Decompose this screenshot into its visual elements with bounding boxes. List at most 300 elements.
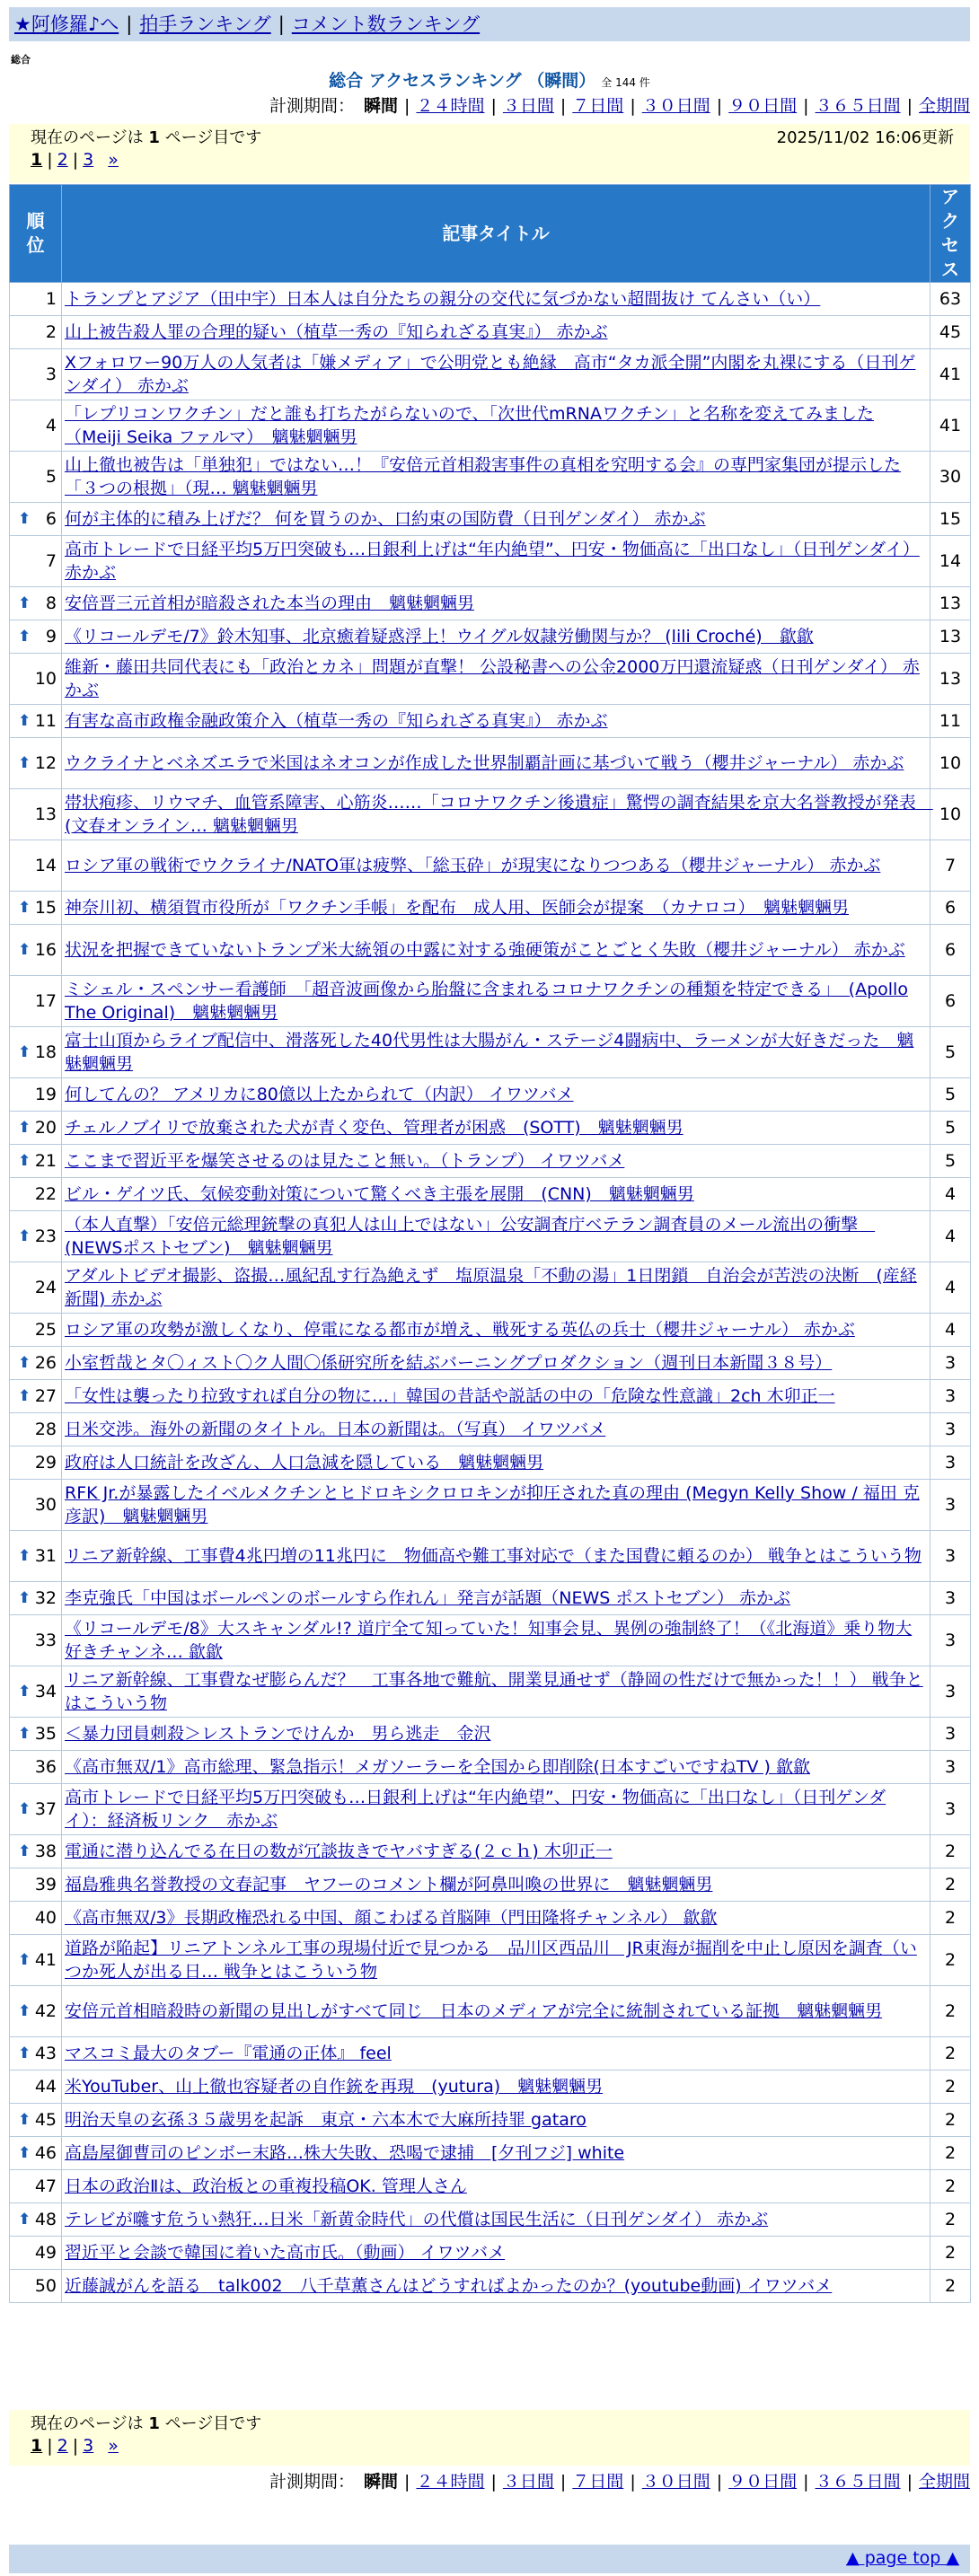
header-rank: 順位 xyxy=(10,185,62,283)
article-link[interactable]: 《高市無双/1》高市総理、緊急指示！メガソーラーを全国から即削除(日本すごいですねTV ) 歙歙 xyxy=(65,1757,810,1777)
article-link[interactable]: 習近平と会談で韓国に着いた高市氏。（動画） イワツバメ xyxy=(65,2243,506,2263)
page-title-text: 総合 アクセスランキング （瞬間） xyxy=(329,71,596,91)
table-row xyxy=(10,283,971,316)
period-option-3d[interactable]: ３日間 xyxy=(502,2472,554,2492)
current-page-prefix: 現在のページは xyxy=(31,2414,149,2433)
article-link[interactable]: 高島屋御曹司のピンボー末路…株大失敗、恐喝で逮捕 [夕刊フジ] white xyxy=(65,2143,625,2163)
rank-number: 47 xyxy=(34,2176,57,2196)
access-count: 5 xyxy=(930,1078,971,1112)
page-title xyxy=(0,70,979,93)
current-page-suffix: ページ目です xyxy=(159,2414,262,2433)
title-cell xyxy=(62,1446,930,1480)
article-link[interactable]: ロシア軍の戦術でウクライナ/NATO軍は疲弊、「総玉砕」が現実になりつつある（櫻井ジャーナル） 赤かぶ xyxy=(65,856,881,875)
rank-cell xyxy=(10,1178,62,1211)
table-row xyxy=(10,1666,971,1718)
article-link[interactable]: 《リコールデモ/8》大スキャンダル!? 道庁全て知っていた！知事会見、異例の強制終了！（《北海道》乗り物大好きチャンネ… 歙歙 xyxy=(65,1619,913,1662)
access-count: 3 xyxy=(930,1531,971,1582)
page-separator: | xyxy=(47,150,53,170)
article-link[interactable]: 電通に潜り込んでる在日の数が冗談抜きでヤバすぎる(２ｃｈ) 木卯正一 xyxy=(65,1842,613,1861)
period-option-7d[interactable]: ７日間 xyxy=(572,2472,624,2492)
access-count: 13 xyxy=(930,620,971,654)
rank-cell xyxy=(10,2037,62,2070)
period-separator: | xyxy=(404,96,410,116)
access-count: 2 xyxy=(930,2137,971,2170)
page-top-bar xyxy=(9,2545,970,2573)
period-separator: | xyxy=(716,96,723,116)
rank-number: 12 xyxy=(34,753,57,773)
rank-up-icon: ⬆ xyxy=(18,628,31,646)
article-link[interactable]: 安倍晋三元首相が暗殺された本当の理由 魑魅魍魎男 xyxy=(65,593,475,613)
title-cell xyxy=(62,1784,930,1835)
page-link-1[interactable]: 1 xyxy=(31,2436,43,2456)
access-count: 3 xyxy=(930,1582,971,1615)
rank-up-icon: ⬆ xyxy=(18,1951,31,1969)
access-count: 4 xyxy=(930,1211,971,1262)
access-count: 14 xyxy=(930,536,971,587)
rank-number: 31 xyxy=(34,1546,57,1566)
rank-number: 28 xyxy=(34,1420,57,1439)
rank-up-icon: ⬆ xyxy=(18,1227,31,1245)
rank-cell xyxy=(10,1784,62,1835)
title-cell xyxy=(62,2237,930,2270)
rank-number: 42 xyxy=(34,2001,57,2021)
table-row xyxy=(10,1935,971,1986)
period-option-365d[interactable]: ３６５日間 xyxy=(815,96,901,116)
table-row xyxy=(10,1211,971,1262)
rank-cell xyxy=(10,1868,62,1902)
title-cell xyxy=(62,2270,930,2303)
page-link-2[interactable]: 2 xyxy=(57,2436,68,2456)
access-count: 2 xyxy=(930,1868,971,1902)
rank-number: 17 xyxy=(34,991,57,1011)
rank-cell xyxy=(10,452,62,503)
title-cell xyxy=(62,400,930,452)
article-link[interactable]: 道路が陥起】リニアトンネル工事の現場付近で見つかる 品川区西品川 JR東海が掘削を中止し原因を調査（いつか死人が出る日… 戦争とはこういう物 xyxy=(65,1939,917,1982)
table-row xyxy=(10,2203,971,2237)
rank-cell xyxy=(10,536,62,587)
rank-cell xyxy=(10,1935,62,1986)
article-link[interactable]: 維新・藤田共同代表にも「政治とカネ」問題が直撃！ 公設秘書への公金2000万円還流疑惑（日刊ゲンダイ） 赤かぶ xyxy=(65,657,920,700)
title-cell xyxy=(62,1582,930,1615)
period-option-3d[interactable]: ３日間 xyxy=(502,96,554,116)
access-count: 41 xyxy=(930,400,971,452)
access-count: 5 xyxy=(930,1145,971,1178)
table-row xyxy=(10,316,971,349)
article-link[interactable]: 「レプリコンワクチン」だと誰も打ちたがらないので、「次世代mRNAワクチン」と名称を変えてみました（Meiji Seika ファルマ） 魑魅魍魎男 xyxy=(65,404,875,447)
current-page-text xyxy=(31,127,261,149)
nav-link-asyura[interactable]: ★阿修羅♪へ xyxy=(14,13,119,35)
rank-cell xyxy=(10,620,62,654)
access-count: 3 xyxy=(930,1413,971,1446)
table-row xyxy=(10,925,971,976)
article-link[interactable]: 神奈川初、横須賀市役所が「ワクチン手帳」を配布 成人用、医師会が提案 （カナロコ） 魑魅魍魎男 xyxy=(65,898,850,918)
rank-cell xyxy=(10,1902,62,1935)
access-count: 5 xyxy=(930,1027,971,1078)
rank-number: 21 xyxy=(34,1151,57,1171)
access-count: 3 xyxy=(930,1666,971,1718)
page-link-1[interactable]: 1 xyxy=(31,150,43,170)
rank-cell xyxy=(10,2270,62,2303)
period-option-7d[interactable]: ７日間 xyxy=(572,96,624,116)
rank-cell xyxy=(10,2170,62,2203)
rank-up-icon: ⬆ xyxy=(18,2044,31,2062)
rank-number: 3 xyxy=(45,365,57,384)
table-row xyxy=(10,1347,971,1380)
article-link[interactable]: トランプとアジア（田中宇）日本人は自分たちの親分の交代に気づかない超間抜け てんさい（い） xyxy=(65,289,821,309)
article-link[interactable]: 近藤誠がんを語る talk002 八千草薫さんはどうすればよかったのか？(youtube動画) イワツバメ xyxy=(65,2276,833,2296)
period-option-90d[interactable]: ９０日間 xyxy=(728,2472,798,2492)
page-info-top xyxy=(9,124,970,183)
title-cell xyxy=(62,1986,930,2037)
rank-number: 43 xyxy=(34,2044,57,2063)
title-cell xyxy=(62,1078,930,1112)
article-link[interactable]: 福島雅典名誉教授の文春記事 ヤフーのコメント欄が阿鼻叫喚の世界に 魑魅魍魎男 xyxy=(65,1875,713,1895)
title-cell xyxy=(62,976,930,1027)
rank-number: 23 xyxy=(34,1226,57,1246)
article-link[interactable]: ウクライナとベネズエラで米国はネオコンが作成した世界制覇計画に基づいて戦う（櫻井ジャーナル） 赤かぶ xyxy=(65,753,904,773)
period-current: 瞬間 xyxy=(364,2472,399,2492)
rank-up-icon: ⬆ xyxy=(18,754,31,772)
page-link-next[interactable]: » xyxy=(108,150,119,170)
access-count: 2 xyxy=(930,2104,971,2137)
header-title: 記事タイトル xyxy=(62,185,930,283)
article-link[interactable]: 高市トレードで日経平均5万円突破も…日銀利上げは“年内絶望”、円安・物価高に「出口なし」（日刊ゲンダイ）：経済板リンク 赤かぶ xyxy=(65,1788,886,1831)
title-cell xyxy=(62,536,930,587)
rank-number: 45 xyxy=(34,2110,57,2130)
top-nav-bar xyxy=(9,7,970,41)
period-separator: | xyxy=(803,2472,809,2492)
title-cell xyxy=(62,2170,930,2203)
rank-cell xyxy=(10,587,62,620)
period-option-all[interactable]: 全期間 xyxy=(918,2472,970,2492)
article-link[interactable]: 政府は人口統計を改ざん、人口急減を隠している 魑魅魍魎男 xyxy=(65,1453,544,1473)
rank-cell xyxy=(10,1347,62,1380)
page-info-bottom xyxy=(9,2410,970,2466)
rank-up-icon: ⬆ xyxy=(18,1800,31,1818)
article-link[interactable]: 安倍元首相暗殺時の新聞の見出しがすべて同じ 日本のメディアが完全に統制されている証拠 魑魅魍魎男 xyxy=(65,2001,883,2021)
table-row xyxy=(10,789,971,840)
rank-cell xyxy=(10,1835,62,1868)
access-count: 13 xyxy=(930,654,971,705)
rank-up-icon: ⬆ xyxy=(18,1842,31,1860)
page-spacer xyxy=(98,2436,103,2456)
rank-cell xyxy=(10,1582,62,1615)
current-page-suffix: ページ目です xyxy=(159,128,262,147)
table-row xyxy=(10,2070,971,2104)
rank-number: 2 xyxy=(45,322,57,342)
page-separator: | xyxy=(47,2436,53,2456)
rank-cell xyxy=(10,316,62,349)
rank-up-icon: ⬆ xyxy=(18,510,31,528)
article-link[interactable]: ロシア軍の攻勢が激しくなり、停電になる都市が増え、戦死する英仏の兵士（櫻井ジャーナル） 赤かぶ xyxy=(65,1320,855,1340)
pagination-bottom xyxy=(31,2435,954,2457)
title-cell xyxy=(62,2137,930,2170)
title-cell xyxy=(62,1413,930,1446)
article-link[interactable]: リニア新幹線、工事費なぜ膨らんだ？ 工事各地で難航、開業見通せず（静岡の性だけで無かった！！） 戦争とはこういう物 xyxy=(65,1670,923,1713)
rank-cell xyxy=(10,2203,62,2237)
rank-cell xyxy=(10,283,62,316)
rank-number: 29 xyxy=(34,1453,57,1473)
title-cell xyxy=(62,2203,930,2237)
article-link[interactable]: ここまで習近平を爆笑させるのは見たこと無い。（トランプ） イワツバメ xyxy=(65,1151,625,1171)
rank-number: 8 xyxy=(45,593,57,613)
nav-link-comment-ranking[interactable]: コメント数ランキング xyxy=(291,13,481,35)
rank-cell xyxy=(10,2137,62,2170)
article-link[interactable]: 山上徹也被告は「単独犯」ではない…！『安倍元首相殺害事件の真相を究明する会』の専門家集団が提示した「３つの根拠」（現… 魑魅魍魎男 xyxy=(65,455,902,498)
access-count: 4 xyxy=(930,1314,971,1347)
table-row xyxy=(10,1446,971,1480)
article-link[interactable]: 小室哲哉とタ〇ィスト〇ク人間〇係研究所を結ぶバーニングプロダクション（週刊日本新聞３８号） xyxy=(65,1353,833,1373)
access-count: 15 xyxy=(930,503,971,536)
access-count: 2 xyxy=(930,2203,971,2237)
table-row xyxy=(10,536,971,587)
article-link[interactable]: 有害な高市政権金融政策介入（植草一秀の『知られざる真実』） 赤かぶ xyxy=(65,711,608,731)
table-row xyxy=(10,2037,971,2070)
rank-cell xyxy=(10,2104,62,2137)
access-count: 4 xyxy=(930,1178,971,1211)
article-link[interactable]: テレビが囃す危うい熱狂…日米「新黄金時代」の代償は国民生活に（日刊ゲンダイ） 赤かぶ xyxy=(65,2210,769,2229)
table-row xyxy=(10,349,971,400)
article-link[interactable]: マスコミ最大のタブー『電通の正体』 feel xyxy=(65,2044,392,2063)
rank-number: 4 xyxy=(45,416,57,435)
rank-number: 13 xyxy=(34,804,57,824)
rank-number: 22 xyxy=(34,1184,57,1204)
article-link[interactable]: 状況を把握できていないトランプ米大統領の中露に対する強硬策がことごとく失敗（櫻井ジャーナル） 赤かぶ xyxy=(65,940,905,960)
access-count: 4 xyxy=(930,1262,971,1314)
rank-number: 7 xyxy=(45,551,57,571)
page-link-3[interactable]: 3 xyxy=(83,2436,94,2456)
rank-number: 50 xyxy=(34,2276,57,2296)
article-link[interactable]: ビル・ゲイツ氏、気候変動対策について驚くべき主張を展開 (CNN) 魑魅魍魎男 xyxy=(65,1184,694,1204)
article-link[interactable]: RFK Jr.が暴露したイベルメクチンとヒドロキシクロロキンが抑圧された真の理由 (Megyn Kelly Show / 福田 克彦訳) 魑魅魍魎男 xyxy=(65,1483,920,1526)
page-link-next[interactable]: » xyxy=(108,2436,119,2456)
rank-number: 26 xyxy=(34,1353,57,1373)
table-row xyxy=(10,1078,971,1112)
period-option-all[interactable]: 全期間 xyxy=(918,96,970,116)
article-link[interactable]: チェルノブイリで放棄された犬が青く変色、管理者が困惑 (SOTT) 魑魅魍魎男 xyxy=(65,1118,684,1138)
table-row xyxy=(10,2137,971,2170)
title-cell xyxy=(62,2104,930,2137)
period-separator: | xyxy=(560,96,567,116)
access-count: 3 xyxy=(930,1751,971,1784)
article-link[interactable]: アダルトビデオ撮影、盗撮…風紀乱す行為絶えず 塩原温泉「不動の湯」1日閉鎖 自治会が苦渋の決断 (産経新聞) 赤かぶ xyxy=(65,1266,917,1309)
article-link[interactable]: 日米交渉。海外の新聞のタイトル。日本の新聞は。（写真） イワツバメ xyxy=(65,1420,606,1439)
article-link[interactable]: 李克強氏「中国はボールペンのボールすら作れん」発言が話題（NEWS ポストセブン） 赤かぶ xyxy=(65,1588,791,1608)
article-link[interactable]: 高市トレードで日経平均5万円突破も…日銀利上げは“年内絶望”、円安・物価高に「出口なし」（日刊ゲンダイ） 赤かぶ xyxy=(65,540,920,583)
rank-up-icon: ⬆ xyxy=(18,1589,31,1607)
rank-number: 34 xyxy=(34,1682,57,1701)
period-option-30d[interactable]: ３０日間 xyxy=(641,2472,710,2492)
title-cell xyxy=(62,1666,930,1718)
access-count: 2 xyxy=(930,1935,971,1986)
rank-up-icon: ⬆ xyxy=(18,712,31,730)
title-cell xyxy=(62,1902,930,1935)
article-link[interactable]: 帯状疱疹、リウマチ、血管系障害、心筋炎……「コロナワクチン後遺症」驚愕の調査結果を京大名誉教授が発表 (文春オンライン… 魑魅魍魎男 xyxy=(65,793,933,836)
category-label: 総合 xyxy=(11,54,31,66)
rank-cell xyxy=(10,1314,62,1347)
title-cell xyxy=(62,1531,930,1582)
access-count: 2 xyxy=(930,2070,971,2104)
period-separator: | xyxy=(404,2472,410,2492)
ranking-table xyxy=(9,184,971,2303)
table-row xyxy=(10,654,971,705)
article-link[interactable]: 何してんの？ アメリカに80億以上たかられて（内訳） イワツバメ xyxy=(65,1085,574,1104)
rank-up-icon: ⬆ xyxy=(18,1387,31,1405)
rank-cell xyxy=(10,840,62,892)
ranking-table-body xyxy=(10,283,971,2303)
rank-number: 9 xyxy=(45,627,57,646)
access-count: 10 xyxy=(930,738,971,789)
title-cell xyxy=(62,1480,930,1531)
period-selector-bottom xyxy=(269,2471,970,2492)
page-top-link[interactable]: ▲ page top ▲ xyxy=(846,2548,959,2568)
access-count: 7 xyxy=(930,840,971,892)
rank-cell xyxy=(10,654,62,705)
rank-number: 33 xyxy=(34,1631,57,1650)
access-count: 11 xyxy=(930,705,971,738)
rank-up-icon: ⬆ xyxy=(18,899,31,917)
page-link-3[interactable]: 3 xyxy=(83,150,94,170)
page-separator: | xyxy=(72,2436,79,2456)
table-row xyxy=(10,1262,971,1314)
article-link[interactable]: 山上被告殺人罪の合理的疑い（植草一秀の『知られざる真実』） 赤かぶ xyxy=(65,322,608,342)
rank-up-icon: ⬆ xyxy=(18,594,31,612)
title-cell xyxy=(62,738,930,789)
nav-link-applause-ranking[interactable]: 拍手ランキング xyxy=(139,13,271,35)
nav-separator: | xyxy=(126,13,133,35)
current-page-number: 1 xyxy=(148,2414,160,2433)
rank-cell xyxy=(10,1480,62,1531)
rank-number: 46 xyxy=(34,2143,57,2163)
rank-number: 35 xyxy=(34,1724,57,1744)
rank-number: 11 xyxy=(34,711,57,731)
access-count: 3 xyxy=(930,1347,971,1380)
table-row xyxy=(10,1986,971,2037)
access-count: 2 xyxy=(930,1902,971,1935)
period-separator: | xyxy=(803,96,809,116)
article-link[interactable]: 日本の政治Ⅱは、政治板との重複投稿OK. 管理人さん xyxy=(65,2176,467,2196)
rank-number: 37 xyxy=(34,1799,57,1819)
table-row xyxy=(10,1751,971,1784)
period-option-24h[interactable]: ２４時間 xyxy=(416,96,485,116)
rank-number: 18 xyxy=(34,1042,57,1062)
table-row xyxy=(10,1835,971,1868)
table-row xyxy=(10,1027,971,1078)
title-cell xyxy=(62,840,930,892)
rank-up-icon: ⬆ xyxy=(18,1683,31,1701)
rank-number: 36 xyxy=(34,1757,57,1777)
page-spacer xyxy=(98,150,103,170)
table-row xyxy=(10,1615,971,1666)
rank-cell xyxy=(10,976,62,1027)
title-cell xyxy=(62,1027,930,1078)
table-row xyxy=(10,587,971,620)
rank-cell xyxy=(10,2070,62,2104)
title-cell xyxy=(62,1615,930,1666)
article-link[interactable]: 米YouTuber、山上徹也容疑者の自作銃を再現 (yutura) 魑魅魍魎男 xyxy=(65,2077,604,2097)
article-link[interactable]: （本人直撃）「安倍元総理銃撃の真犯人は山上ではない」公安調査庁ベテラン調査員のメール流出の衝撃 (NEWSポストセブン) 魑魅魍魎男 xyxy=(65,1215,876,1258)
access-count: 5 xyxy=(930,1112,971,1145)
access-count: 3 xyxy=(930,1615,971,1666)
rank-cell xyxy=(10,1718,62,1751)
table-row xyxy=(10,1784,971,1835)
nav-separator: | xyxy=(278,13,285,35)
rank-cell xyxy=(10,400,62,452)
current-page-prefix: 現在のページは xyxy=(31,128,149,147)
title-cell xyxy=(62,503,930,536)
access-count: 2 xyxy=(930,1986,971,2037)
rank-cell xyxy=(10,1027,62,1078)
article-link[interactable]: 《リコールデモ/7》鈴木知事、北京癒着疑惑浮上！ウイグル奴隷労働関与か？ (lili Croché) 歙歙 xyxy=(65,627,814,646)
page-link-2[interactable]: 2 xyxy=(57,150,68,170)
period-option-30d[interactable]: ３０日間 xyxy=(641,96,710,116)
article-link[interactable]: ＜暴力団員刺殺＞レストランでけんか 男ら逃走 金沢 xyxy=(65,1724,491,1744)
title-cell xyxy=(62,1347,930,1380)
rank-up-icon: ⬆ xyxy=(18,2211,31,2229)
article-link[interactable]: 明治天皇の玄孫３５歳男を起訴 東京・六本木で大麻所持罪 gataro xyxy=(65,2110,587,2130)
title-cell xyxy=(62,1835,930,1868)
table-row xyxy=(10,1902,971,1935)
table-row xyxy=(10,705,971,738)
rank-cell xyxy=(10,738,62,789)
rank-cell xyxy=(10,892,62,925)
rank-cell xyxy=(10,1211,62,1262)
period-option-365d[interactable]: ３６５日間 xyxy=(815,2472,901,2492)
article-link[interactable]: リニア新幹線、工事費4兆円増の11兆円に 物価高や難工事対応で（また国費に頼るのか） 戦争とはこういう物 xyxy=(65,1546,922,1566)
period-option-90d[interactable]: ９０日間 xyxy=(728,96,798,116)
rank-up-icon: ⬆ xyxy=(18,1043,31,1061)
rank-cell xyxy=(10,503,62,536)
article-link[interactable]: ミシェル・スペンサー看護師 「超音波画像から胎盤に含まれるコロナワクチンの種類を特定できる」 (Apollo The Original) 魑魅魍魎男 xyxy=(65,980,908,1023)
title-cell xyxy=(62,316,930,349)
access-count: 30 xyxy=(930,452,971,503)
rank-up-icon: ⬆ xyxy=(18,1725,31,1743)
article-link[interactable]: 《高市無双/3》長期政権恐れる中国、顔こわばる首脳陣（門田隆将チャンネル） 歙歙 xyxy=(65,1908,718,1928)
rank-cell xyxy=(10,1112,62,1145)
rank-number: 41 xyxy=(34,1950,57,1970)
period-option-24h[interactable]: ２４時間 xyxy=(416,2472,485,2492)
access-count: 41 xyxy=(930,349,971,400)
title-cell xyxy=(62,1112,930,1145)
rank-number: 6 xyxy=(45,509,57,529)
title-cell xyxy=(62,892,930,925)
article-link[interactable]: 何が主体的に積み上げだ？ 何を買うのか、口約束の国防費（日刊ゲンダイ） 赤かぶ xyxy=(65,509,706,529)
period-separator: | xyxy=(490,96,497,116)
access-count: 2 xyxy=(930,2237,971,2270)
table-row xyxy=(10,1718,971,1751)
table-row xyxy=(10,1145,971,1178)
article-link[interactable]: 富士山頂からライブ配信中、滑落死した40代男性は大腸がん・ステージ4闘病中、ラーメンが大好きだった 魑魅魍魎男 xyxy=(65,1031,914,1074)
header-access: アクセス xyxy=(930,185,971,283)
rank-cell xyxy=(10,1751,62,1784)
rank-cell xyxy=(10,1986,62,2037)
rank-number: 27 xyxy=(34,1386,57,1406)
table-row xyxy=(10,1531,971,1582)
period-separator: | xyxy=(716,2472,723,2492)
title-cell xyxy=(62,654,930,705)
article-link[interactable]: Xフォロワー90万人の人気者は「嫌メディア」で公明党とも絶縁 高市“タカ派全開”内閣を丸裸にする（日刊ゲンダイ） 赤かぶ xyxy=(65,353,916,396)
period-separator: | xyxy=(560,2472,567,2492)
table-row xyxy=(10,620,971,654)
rank-number: 40 xyxy=(34,1908,57,1928)
access-count: 2 xyxy=(930,2270,971,2303)
article-link[interactable]: 「女性は襲ったり拉致すれば自分の物に…」韓国の昔話や説話の中の「危険な性意識」2ch 木卯正一 xyxy=(65,1386,835,1406)
table-row xyxy=(10,1480,971,1531)
rank-up-icon: ⬆ xyxy=(18,1547,31,1565)
table-row xyxy=(10,1868,971,1902)
access-count: 45 xyxy=(930,316,971,349)
access-count: 10 xyxy=(930,789,971,840)
